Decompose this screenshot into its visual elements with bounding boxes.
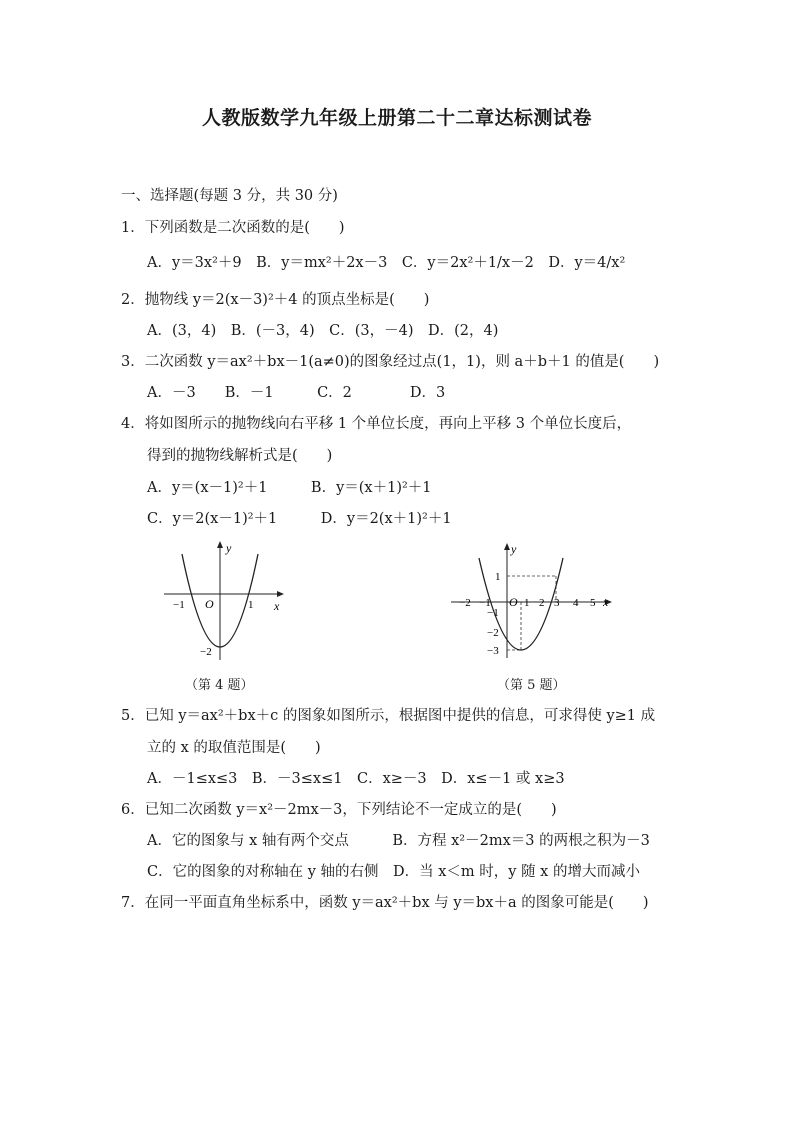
origin-label: O [509,595,518,609]
figure-question-4 [160,538,290,663]
question-1-options: A．y＝3x²＋9 B．y＝mx²＋2x－3 C．y＝2x²＋1/x－2 D．y＝4/x² [147,255,626,271]
y-axis-arrow [217,541,223,548]
tick-label-neg1: −1 [173,599,185,611]
x-axis-label: x [274,599,280,613]
y-tick-label: 1 [495,571,501,583]
question-3-options: A．－3 B．－1 C．2 D．3 [147,385,446,401]
tick-label-1: 1 [248,599,254,611]
question-4-options-line-1: A．y＝(x－1)²＋1 B．y＝(x＋1)²＋1 [147,480,432,496]
question-6-options-line-2: C．它的图象的对称轴在 y 轴的右侧 D．当 x＜m 时，y 随 x 的增大而减小 [147,864,640,880]
y-tick-label: −1 [487,607,499,619]
section-heading: 一、选择题(每题 3 分，共 30 分) [121,188,338,204]
x-axis-arrow [277,591,284,597]
question-4-options-line-2: C．y＝2(x－1)²＋1 D．y＝2(x＋1)²＋1 [147,511,452,527]
question-2-options: A．(3，4) B．(－3，4) C．(3，－4) D．(2，4) [147,323,499,339]
figure-5-caption: （第 5 题） [497,678,566,693]
x-tick-label: 5 [590,597,596,609]
question-7-stem: 7．在同一平面直角坐标系中，函数 y＝ax²＋bx 与 y＝bx＋a 的图象可能是( ) [121,895,649,911]
question-6-options-line-1: A．它的图象与 x 轴有两个交点 B．方程 x²－2mx＝3 的两根之积为－3 [147,833,650,849]
x-axis-label: x [603,595,609,609]
page-title: 人教版数学九年级上册第二十二章达标测试卷 [201,107,592,129]
origin-label: O [205,597,214,611]
question-5-stem-line-1: 5．已知 y＝ax²＋bx＋c 的图象如图所示，根据图中提供的信息，可求得使 y≥1 成 [121,708,656,724]
question-4-stem-line-1: 4．将如图所示的抛物线向右平移 1 个单位长度，再向上平移 3 个单位长度后， [121,416,632,432]
question-1-stem: 1．下列函数是二次函数的是( ) [121,220,345,236]
x-tick-label: 1 [524,597,530,609]
question-5-stem-line-2: 立的 x 的取值范围是( ) [147,740,321,756]
x-tick-label: 2 [539,597,545,609]
question-5-options: A．－1≤x≤3 B．－3≤x≤1 C．x≥－3 D．x≤－1 或 x≥3 [147,771,565,787]
x-tick-label: 4 [573,597,579,609]
tick-label-neg2: −2 [200,646,212,658]
x-tick-label: 3 [554,597,560,609]
question-3-stem: 3．二次函数 y＝ax²＋bx－1(a≠0)的图象经过点(1，1)，则 a＋b＋1 的值是( ) [121,354,660,370]
x-tick-label: −2 [459,597,471,609]
y-tick-label: −2 [487,627,499,639]
question-2-stem: 2．抛物线 y＝2(x－3)²＋4 的顶点坐标是( ) [121,292,430,308]
question-4-stem-line-2: 得到的抛物线解析式是( ) [147,448,333,464]
y-axis-arrow [504,543,510,550]
figure-4-caption: （第 4 题） [185,678,254,693]
figure-question-5 [449,538,619,660]
question-6-stem: 6．已知二次函数 y＝x²－2mx－3，下列结论不一定成立的是( ) [121,802,557,818]
y-tick-label: −3 [487,645,499,657]
x-tick-label: −1 [479,597,491,609]
y-axis-label: y [226,541,232,555]
y-axis-label: y [511,542,517,556]
